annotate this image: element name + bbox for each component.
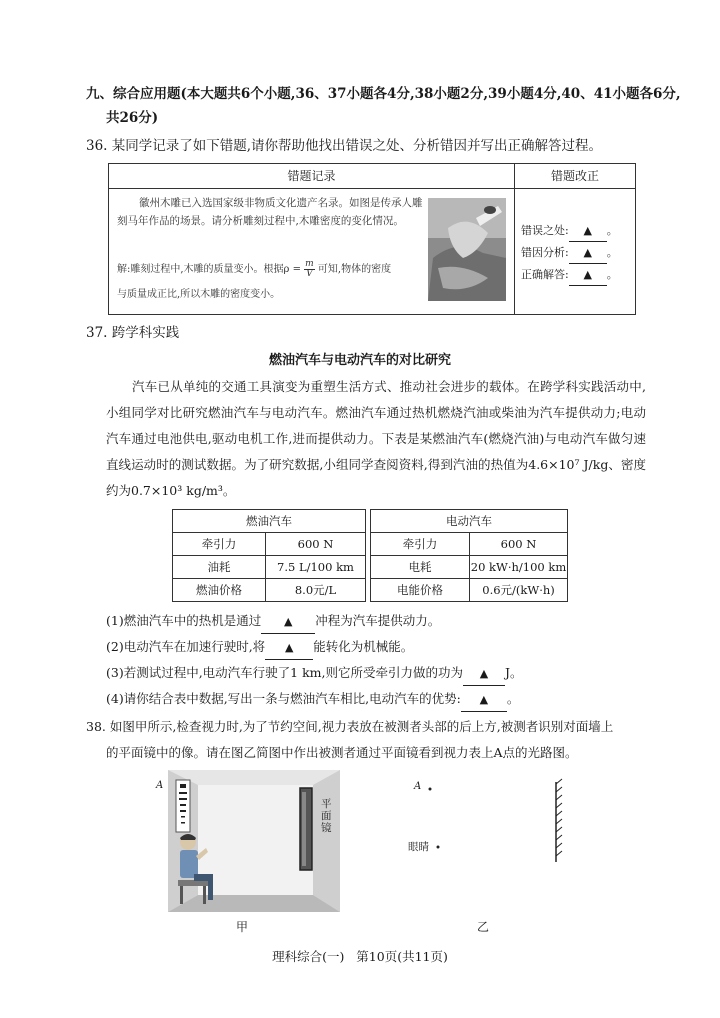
answer-blank-energy[interactable]: ▲ [265,637,313,660]
fuel-row-label: 油耗 [173,556,266,579]
answer-blank-advantage[interactable]: ▲ [461,689,507,712]
q37-title: 燃油汽车与电动汽车的对比研究 [268,353,451,368]
ev-row-value: 0.6元/(kW·h) [470,579,568,602]
fuel-table-header: 燃油汽车 [173,510,366,533]
q37-sub2: (2)电动汽车在加速行驶时,将 ▲ 能转化为机械能。 [106,636,413,660]
fix-blank-cause[interactable]: ▲ [569,242,607,264]
ev-row-value: 20 kW·h/100 km [470,556,568,579]
fix-item-answer: 正确解答: ▲ 。 [521,264,633,286]
q37-sub4: (4)请你结合表中数据,写出一条与燃油汽车相比,电动汽车的优势: ▲ 。 [106,688,519,712]
q36-table [108,163,636,315]
ev-row-label: 牵引力 [371,533,470,556]
ev-row-value: 600 N [470,533,568,556]
fuel-row-value: 7.5 L/100 km [266,556,366,579]
ev-row-label: 电耗 [371,556,470,579]
formula-numerator: m [305,259,314,269]
fuel-car-table [172,509,366,602]
fix-blank-error[interactable]: ▲ [569,220,607,242]
q38-line2: 的平面镜中的像。请在图乙简图中作出被测者通过平面镜看到视力表上A点的光路图。 [106,745,578,760]
ev-row-label: 电能价格 [371,579,470,602]
fix-item-cause: 错因分析: ▲ 。 [521,242,633,264]
answer-blank-work[interactable]: ▲ [463,663,505,686]
ev-table [370,509,568,602]
q37-paragraph: 汽车已从单纯的交通工具演变为重塑生活方式、推动社会进步的载体。在跨学科实践活动中,小组同学对比研究燃油汽车与电动汽车。燃油汽车通过热机燃烧汽油或柴油为汽车提供动力;电动汽车通过电池供电,驱动电机工作,进而提供动力。下表是某燃油汽车(燃烧汽油)与电动汽车做匀速直线运动时的测试数据。为了研究数据,小组同学查阅资料,得到汽油的热值为4.6×10⁷ J/kg、密度约为0.7×10³ kg/m³。 [106,379,646,498]
figure-yi [400,770,580,920]
q38-line1: 38. 如图甲所示,检查视力时,为了节约空间,视力表放在被测者头部的后上方,被测者识别对面墙上 [86,719,614,734]
fix-blank-answer[interactable]: ▲ [569,264,607,286]
fuel-row-value: 600 N [266,533,366,556]
q37-stem: 37. 跨学科实践 [86,325,180,341]
q36-solution [117,260,427,279]
page-footer: 理科综合(一) 第10页(共11页) [272,949,448,964]
fig-yi-caption: 乙 [477,920,490,934]
fix-item-error: 错误之处: ▲ 。 [521,220,633,242]
q36-fix-list [521,220,633,286]
q36-col-right-header: 错题改正 [515,164,635,189]
q36-solution-suffix: 可知,物体的密度 [317,264,392,275]
fuel-row-label: 燃油价格 [173,579,266,602]
mirror-label: 平面镜 [321,798,332,834]
q36-solution-prefix: 解:雕刻过程中,木雕的质量变小。根据ρ = [117,264,301,275]
formula-denominator: V [306,269,313,279]
carving-photo-icon [428,198,506,301]
fig-yi-point-a: A [414,781,422,792]
section-heading-line2: 共26分) [106,110,159,126]
q36-col-left-header: 错题记录 [109,164,515,189]
answer-blank-stroke[interactable]: ▲ [261,611,315,634]
q36-solution-line2: 与质量成正比,所以木雕的密度变小。 [117,289,281,300]
density-formula [304,260,315,279]
q36-divider [514,188,515,314]
carving-photo [428,198,506,301]
eye-label: 眼睛 [408,841,429,853]
room-illustration [168,770,340,912]
fuel-row-value: 8.0元/L [266,579,366,602]
fig-jia-point-a: A [156,780,164,791]
ev-table-header: 电动汽车 [371,510,568,533]
q36-record-text: 徽州木雕已入选国家级非物质文化遗产名录。如图是传承人雕刻马年作品的场景。请分析雕刻过程中,木雕密度的变化情况。 [117,197,423,227]
fig-jia-caption: 甲 [236,920,249,934]
q37-sub3: (3)若测试过程中,电动汽车行驶了1 km,则它所受牵引力做的功为 ▲ J。 [106,662,523,686]
q36-stem: 36. 某同学记录了如下错题,请你帮助他找出错误之处、分析错因并写出正确解答过程。 [86,138,603,154]
q37-sub1: (1)燃油汽车中的热机是通过 ▲ 冲程为汽车提供动力。 [106,610,440,634]
fuel-row-label: 牵引力 [173,533,266,556]
figure-jia [156,770,340,912]
section-heading [86,84,706,104]
section-heading-line1: 九、综合应用题(本大题共6个小题,36、37小题各4分,38小题2分,39小题4分,40、41小题各6分, [86,86,681,102]
